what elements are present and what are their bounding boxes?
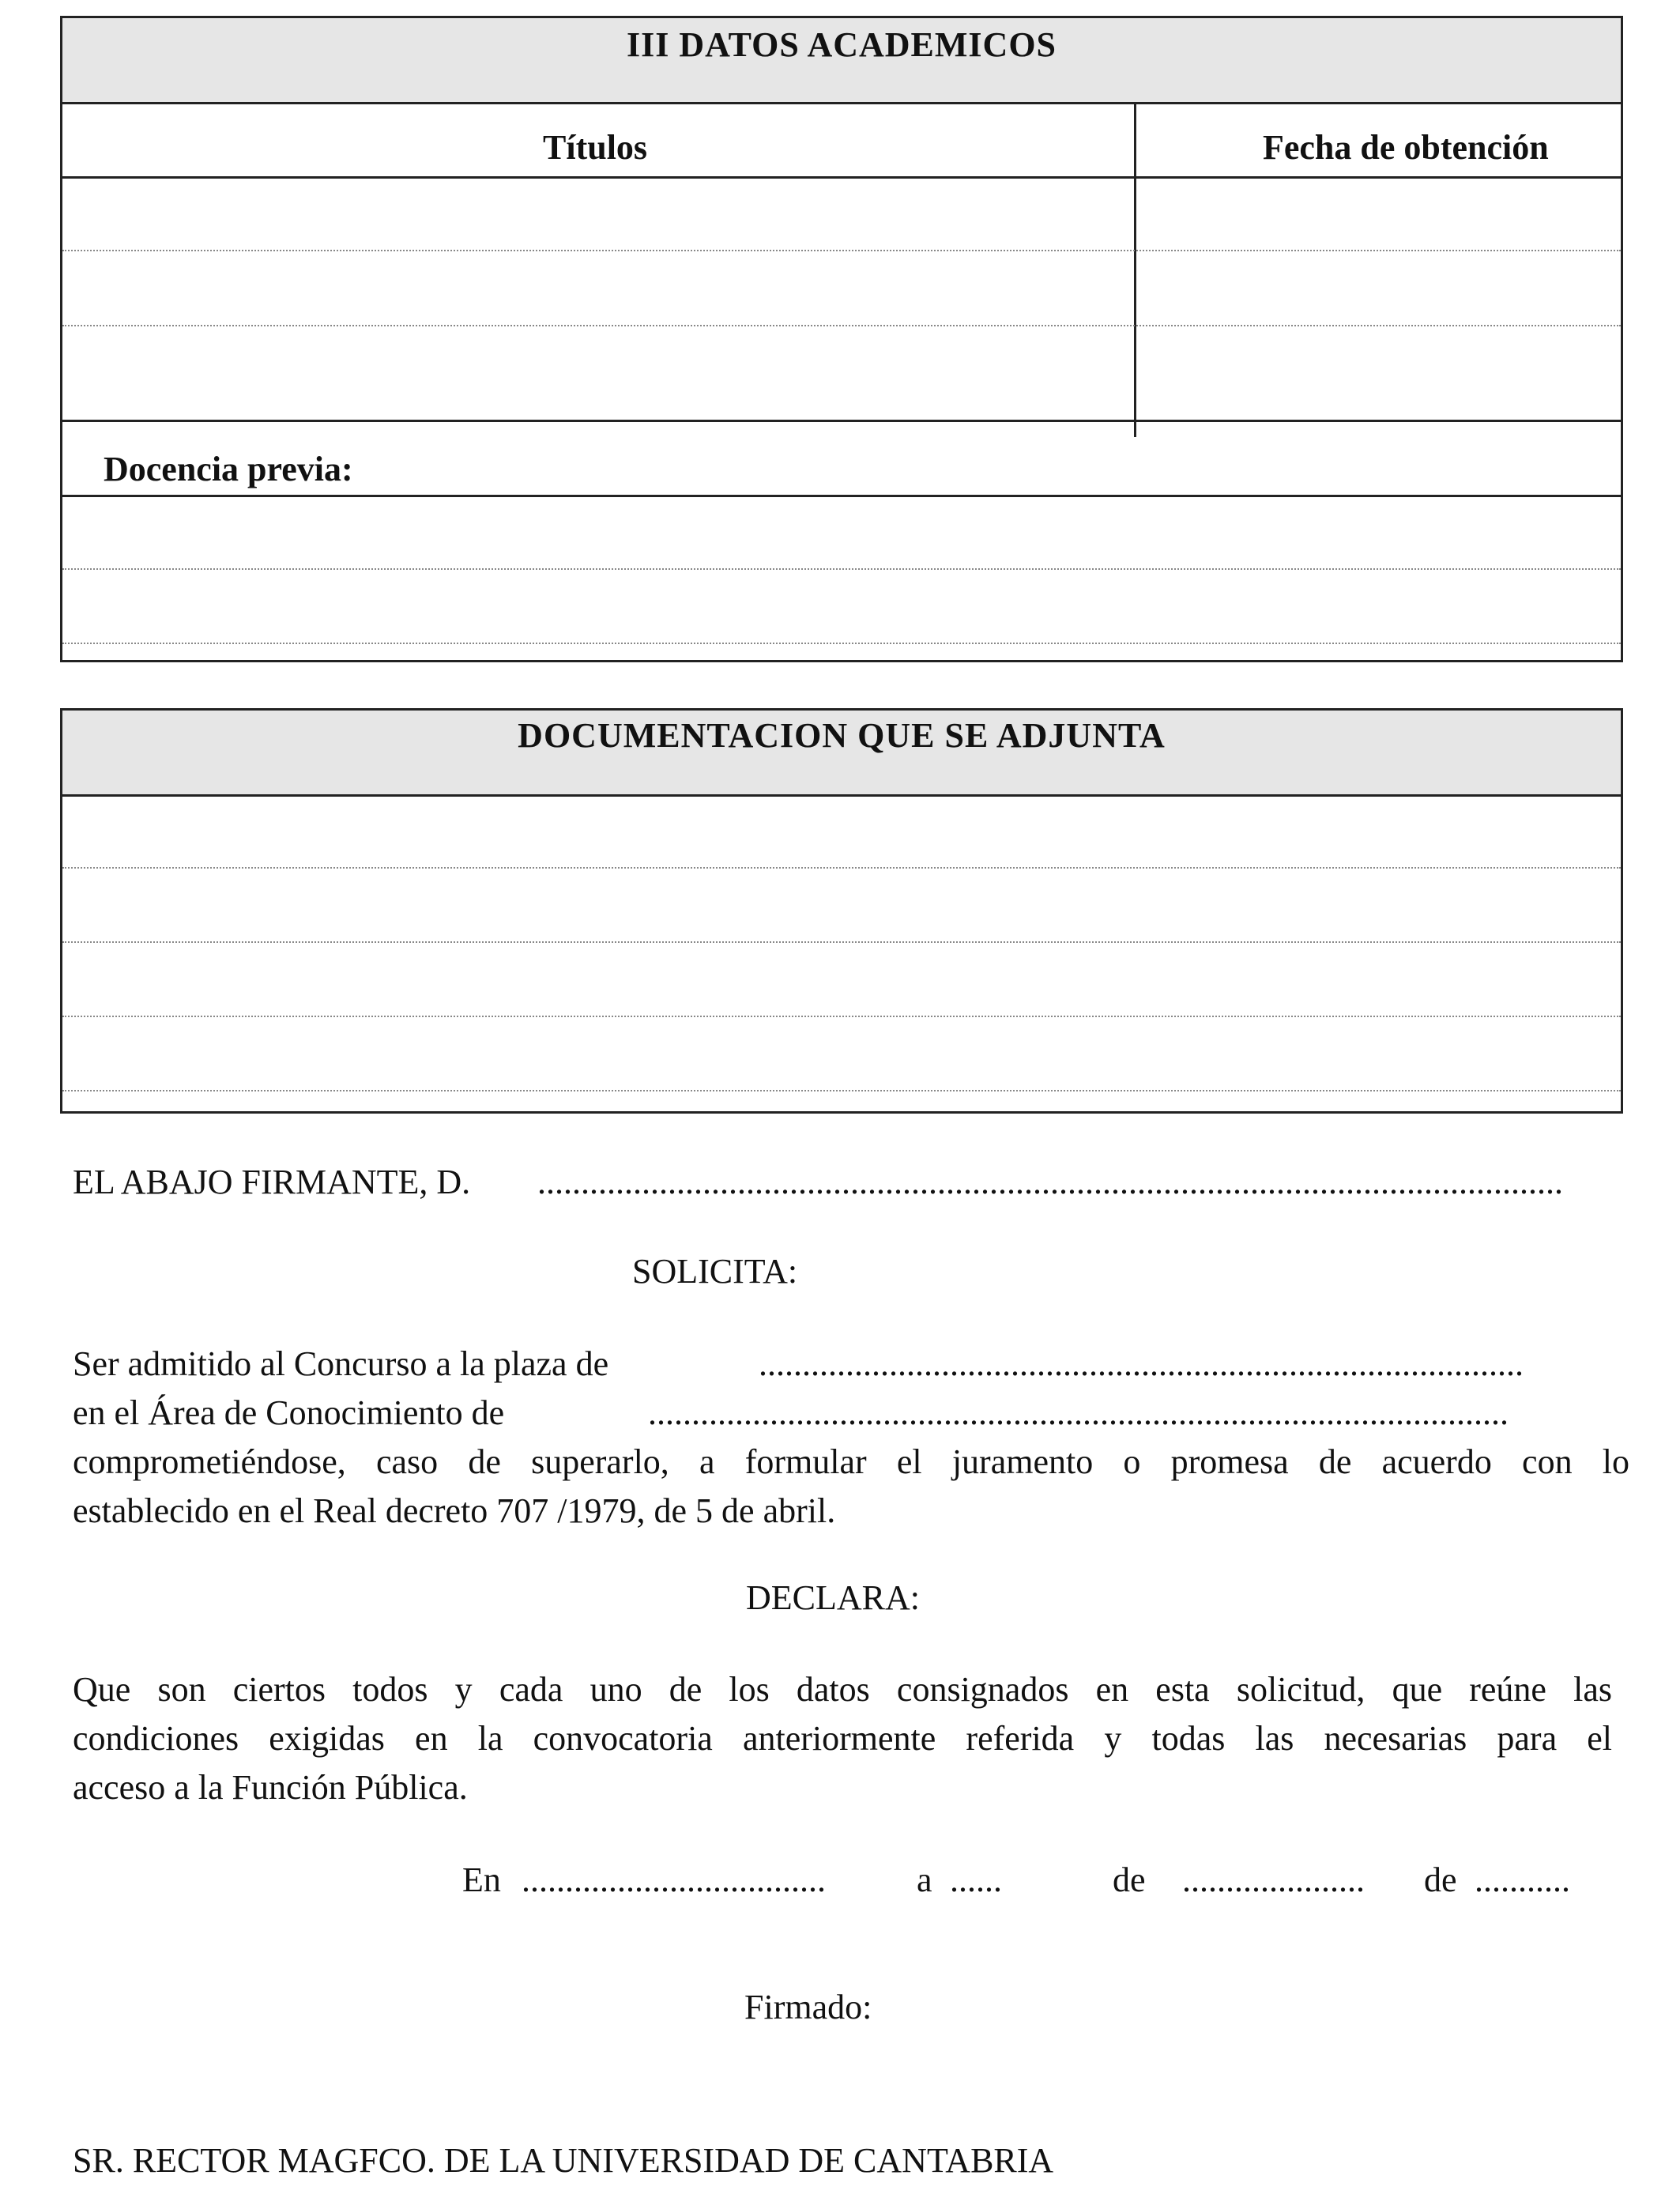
title-entry-row-1[interactable] — [62, 179, 1621, 250]
request-heading: SOLICITA: — [632, 1252, 798, 1291]
table-bottom-divider — [62, 420, 1621, 422]
signer-name-field[interactable]: ...................................................................................................................... — [537, 1163, 1563, 1201]
date-column-header: Fecha de obtención — [1263, 128, 1549, 167]
place-field[interactable]: ................................... — [522, 1860, 826, 1899]
signature-label: Firmado: — [744, 1988, 872, 2026]
dotted-row-line — [62, 643, 1621, 644]
dotted-row-line — [62, 325, 1621, 326]
titles-column-header: Títulos — [543, 128, 648, 167]
dotted-row-line — [62, 250, 1621, 251]
academic-data-section — [60, 16, 1623, 662]
academic-data-title: III DATOS ACADEMICOS — [62, 18, 1621, 104]
dotted-row-line — [62, 1016, 1621, 1017]
year-field[interactable]: ........... — [1475, 1860, 1570, 1899]
month-field[interactable]: ..................... — [1182, 1860, 1365, 1899]
month-label: de — [1113, 1860, 1146, 1899]
request-commitment-text: comprometiéndose, caso de superarlo, a formular el juramento o promesa de acuerdo con lo — [73, 1442, 1629, 1481]
declaration-heading: DECLARA: — [746, 1578, 920, 1617]
dotted-row-line — [62, 1090, 1621, 1091]
dotted-row-line — [62, 867, 1621, 869]
title-entry-row-3[interactable] — [62, 327, 1621, 418]
documentation-section — [60, 708, 1623, 1114]
prior-teaching-row-2[interactable] — [62, 571, 1621, 642]
declaration-line-1: Que son ciertos todos y cada uno de los datos consignados en esta solicitud, que reúne las — [73, 1670, 1612, 1709]
area-field[interactable]: ................................................................................................... — [648, 1393, 1509, 1432]
request-decree-text: establecido en el Real decreto 707 /1979, de 5 de abril. — [73, 1491, 836, 1530]
addressee-line: SR. RECTOR MAGFCO. DE LA UNIVERSIDAD DE CANTABRIA — [73, 2141, 1054, 2180]
prior-teaching-row-1[interactable] — [62, 497, 1621, 568]
request-area-label: en el Área de Conocimiento de — [73, 1393, 505, 1432]
documentation-title: DOCUMENTACION QUE SE ADJUNTA — [62, 711, 1621, 797]
document-row-2[interactable] — [62, 869, 1621, 941]
declaration-line-2: condiciones exigidas en la convocatoria anteriormente referida y todas las necesarias para el — [73, 1719, 1612, 1758]
declaration-line-3: acceso a la Función Pública. — [73, 1768, 468, 1807]
year-label: de — [1424, 1860, 1457, 1899]
dotted-row-line — [62, 568, 1621, 570]
day-field[interactable]: ...... — [950, 1860, 1002, 1899]
document-row-4[interactable] — [62, 1018, 1621, 1089]
prior-teaching-label: Docencia previa: — [104, 450, 353, 488]
document-row-3[interactable] — [62, 944, 1621, 1015]
title-entry-row-2[interactable] — [62, 252, 1621, 323]
dotted-row-line — [62, 941, 1621, 943]
request-position-label: Ser admitido al Concurso a la plaza de — [73, 1344, 609, 1383]
document-row-1[interactable] — [62, 797, 1621, 868]
signer-label: EL ABAJO FIRMANTE, D. — [73, 1163, 471, 1201]
place-label: En — [462, 1860, 501, 1899]
position-field[interactable]: ........................................................................................ — [759, 1344, 1524, 1383]
day-label: a — [917, 1860, 932, 1899]
